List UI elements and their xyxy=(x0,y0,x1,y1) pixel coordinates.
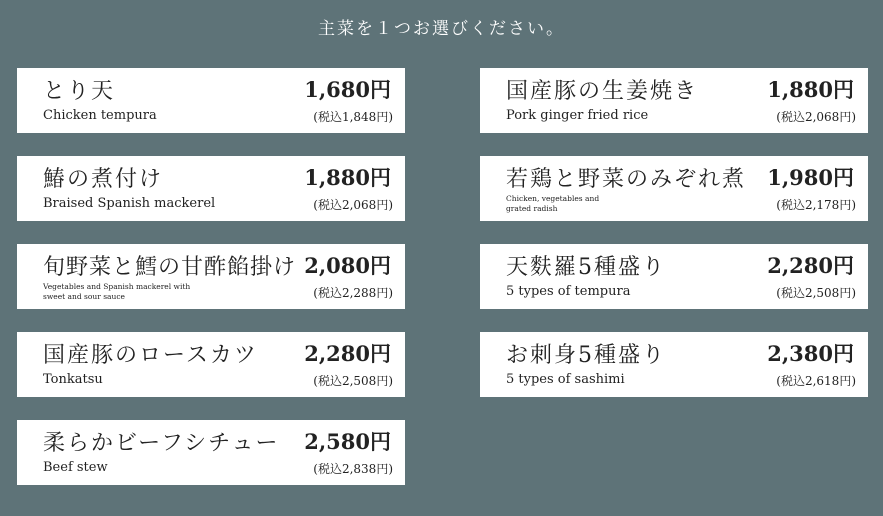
menu-item-pork-ginger[interactable] xyxy=(480,68,868,133)
item-price-tax-in: (税込2,508円) xyxy=(776,286,856,300)
item-name-ja: 国産豚のロースカツ xyxy=(43,343,258,368)
menu-item-beef-stew[interactable] xyxy=(17,420,405,485)
item-name-ja: 国産豚の生姜焼き xyxy=(506,79,699,104)
item-name-ja: 若鶏と野菜のみぞれ煮 xyxy=(506,167,747,192)
item-price-tax-in: (税込1,848円) xyxy=(313,110,393,124)
item-name-en: Vegetables and Spanish mackerel with sweet and sour sauce xyxy=(43,282,191,301)
item-price-tax-in: (税込2,068円) xyxy=(313,198,393,212)
menu-item-chicken-tempura[interactable] xyxy=(17,68,405,133)
item-price: 2,080円 xyxy=(304,253,391,278)
item-price: 2,580円 xyxy=(304,429,391,454)
item-name-ja: 柔らかビーフシチュー xyxy=(43,431,280,456)
item-price-tax-in: (税込2,508円) xyxy=(313,374,393,388)
item-price-tax-in: (税込2,618円) xyxy=(776,374,856,388)
menu-item-chicken-mizore[interactable] xyxy=(480,156,868,221)
item-name-en: Braised Spanish mackerel xyxy=(43,196,216,211)
item-price-tax-in: (税込2,838円) xyxy=(313,462,393,476)
item-price-tax-in: (税込2,068円) xyxy=(776,110,856,124)
page-title: 主菜を１つお選びください。 xyxy=(318,19,565,39)
item-name-en: Chicken tempura xyxy=(43,108,157,123)
item-price: 2,380円 xyxy=(767,341,854,366)
item-price: 1,680円 xyxy=(304,77,391,102)
item-price: 1,880円 xyxy=(767,77,854,102)
item-name-ja: お刺身5種盛り xyxy=(506,343,666,368)
item-name-en: Chicken, vegetables and grated radish xyxy=(506,194,600,213)
item-name-ja: 鰆の煮付け xyxy=(43,167,164,192)
item-name-en: Pork ginger fried rice xyxy=(506,108,649,123)
item-name-en: 5 types of sashimi xyxy=(506,372,625,387)
item-name-ja: 天麩羅5種盛り xyxy=(506,255,666,280)
item-name-en: Beef stew xyxy=(43,460,108,475)
item-name-en: Tonkatsu xyxy=(43,372,103,387)
menu-item-sashimi-5[interactable] xyxy=(480,332,868,397)
item-price: 2,280円 xyxy=(304,341,391,366)
menu-item-seasonal-vegetables-cod[interactable] xyxy=(17,244,405,309)
menu-item-tonkatsu[interactable] xyxy=(17,332,405,397)
item-price: 1,980円 xyxy=(767,165,854,190)
item-name-ja: とり天 xyxy=(43,79,116,104)
menu-item-tempura-5[interactable] xyxy=(480,244,868,309)
item-name-ja: 旬野菜と鱈の甘酢餡掛け xyxy=(43,255,297,280)
item-name-en: 5 types of tempura xyxy=(506,284,631,299)
menu-item-braised-mackerel[interactable] xyxy=(17,156,405,221)
item-price-tax-in: (税込2,178円) xyxy=(776,198,856,212)
item-price: 2,280円 xyxy=(767,253,854,278)
item-price-tax-in: (税込2,288円) xyxy=(313,286,393,300)
item-price: 1,880円 xyxy=(304,165,391,190)
